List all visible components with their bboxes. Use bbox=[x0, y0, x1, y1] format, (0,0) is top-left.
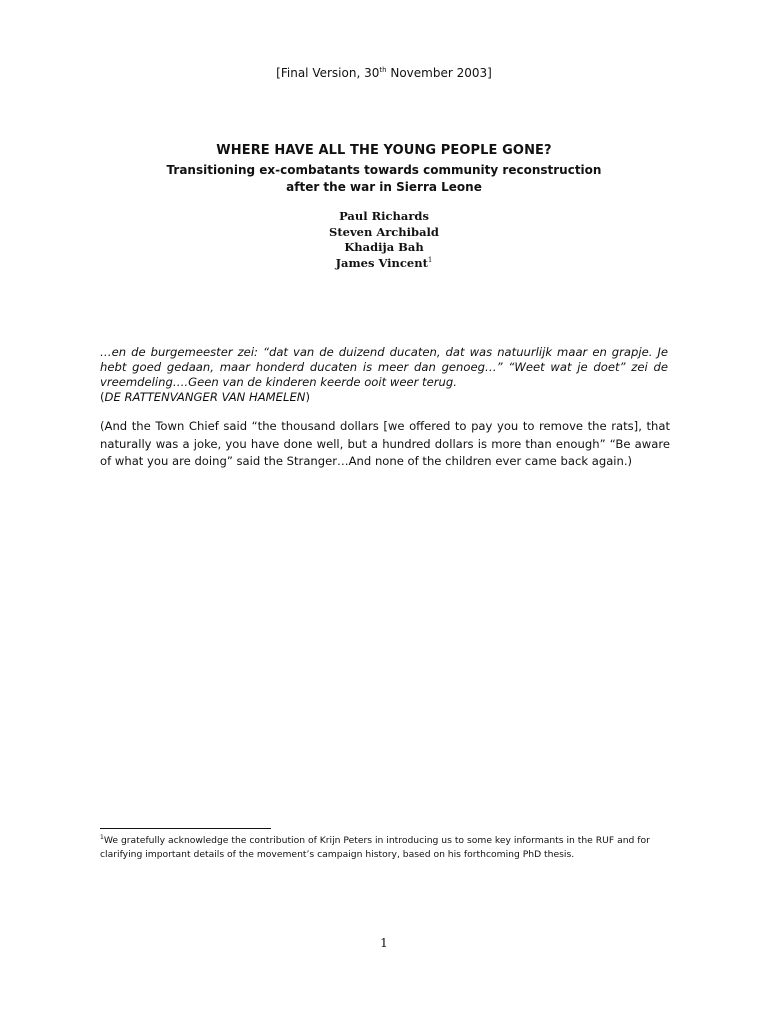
version-line bbox=[0, 66, 768, 80]
epigraph-translation: (And the Town Chief said “the thousand dollars [we offered to pay you to remove the rats], that naturally was a joke, you have done well, but a hundred dollars is more than enough” “Be aware of what you are doing” said the Stranger…And none of the children ever came back again.) bbox=[100, 419, 670, 468]
paper-subtitle bbox=[0, 162, 768, 196]
epigraph-dutch-text: …en de burgemeester zei: “dat van de duizend ducaten, dat was natuurlijk maar en grapje. Je hebt goed gedaan, maar honderd ducaten is meer dan genoeg…” “Weet wat je doet” zei de vreemdeling….Geen van de kinderen keerde ooit weer terug. bbox=[100, 345, 668, 389]
subtitle-line-1: Transitioning ex-combatants towards community reconstruction bbox=[166, 163, 602, 177]
paper-title: WHERE HAVE ALL THE YOUNG PEOPLE GONE? bbox=[216, 143, 552, 158]
author-name: Steven Archibald bbox=[329, 224, 439, 239]
footnote-text: We gratefully acknowledge the contribution of Krijn Peters in introducing us to some key informants in the RUF and for clarifying important details of the movement’s campaign history, based on his forthcoming PhD thesis. bbox=[100, 835, 650, 860]
author-name: James Vincent bbox=[335, 255, 428, 270]
footnote-reference-mark: 1 bbox=[427, 255, 433, 264]
author-list bbox=[0, 209, 768, 271]
epigraph-quote bbox=[100, 345, 668, 405]
author-name: Khadija Bah bbox=[344, 240, 424, 254]
epigraph-source-title: DE RATTENVANGER VAN HAMELEN bbox=[104, 390, 306, 404]
version-superscript: th bbox=[379, 66, 387, 74]
footnote-mark: 1 bbox=[100, 833, 104, 841]
version-suffix: November 2003] bbox=[386, 66, 492, 80]
version-prefix: [Final Version, 30 bbox=[276, 66, 380, 80]
footnote bbox=[100, 834, 670, 862]
footnote-separator bbox=[100, 828, 271, 829]
page-number: 1 bbox=[380, 936, 388, 950]
source-close-paren: ) bbox=[305, 390, 310, 404]
subtitle-line-2: after the war in Sierra Leone bbox=[286, 180, 482, 194]
source-open-paren: ( bbox=[100, 390, 105, 404]
author-name: Paul Richards bbox=[339, 209, 429, 223]
epigraph-source bbox=[100, 390, 310, 404]
author-name-with-note bbox=[0, 256, 768, 272]
